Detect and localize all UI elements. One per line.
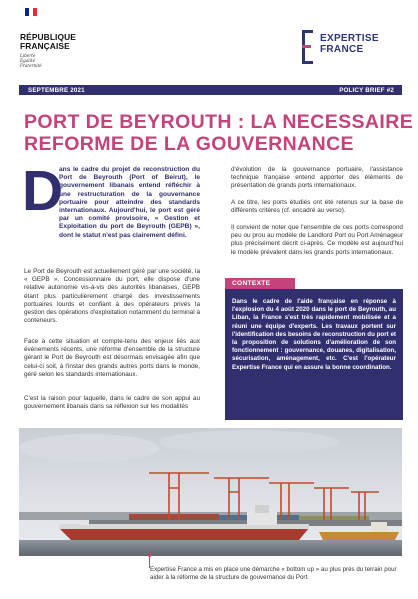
- lead-paragraph: ans le cadre du projet de reconstruction du Port de Beyrouth (Port of Beirut), le gouvernement libanais entend réfléchir à une restructuration de la gouvernance portuaire pour atteindre des standards internationaux. Aujourd'hui, le port est géré par un comité provisoire, « Gestion et Exploitation du port de Beyrouth (GEPB) », dont le statut n'est pas clairement défini.: [59, 166, 200, 239]
- motto-line-3: Fraternité: [20, 63, 42, 68]
- drop-cap: D: [22, 159, 64, 223]
- agency-line-1: EXPERTISE: [320, 33, 379, 44]
- port-photo: [19, 428, 402, 556]
- motto-line-2: Égalité: [20, 58, 36, 63]
- republique-francaise-logo: [20, 33, 76, 51]
- right-paragraph-2: A ce titre, les ports étudiés ont été retenus sur la base de différents critères (cf. encadré au verso).: [231, 199, 403, 215]
- title-line-1: PORT DE BEYROUTH : LA NECESSAIRE: [24, 111, 414, 133]
- republic-motto: [20, 53, 42, 68]
- left-paragraph-2: Face à cette situation et compte-tenu des enjeux liés aux évènements récents, une réforme d'ensemble de la structure gérant le Port de Beyrouth est désormais envisagée afin que celui-ci soit, à l'instar des grands autres ports dans le monde, géré selon les standards internationaux.: [24, 338, 200, 378]
- left-paragraph-3: C'est la raison pour laquelle, dans le cadre de son appui au gouvernement libanais dans sa réflexion sur les modalités: [24, 395, 200, 411]
- photo-caption: Expertise France a mis en place une démarche « bottom up » au plus près du terrain pour aider à la réforme de la structure de gouvernance du Port.: [150, 566, 397, 581]
- policy-brief-label: POLICY BRIEF #2: [339, 86, 394, 94]
- header-band: [19, 85, 402, 95]
- motto-line-1: Liberté: [20, 53, 36, 58]
- right-paragraph-3: Il convient de noter que l'ensemble de ces ports correspond peu ou prou au modèle de Landlord Port ou Port Aménageur plus précisément décrit ci-après. Ce modèle est aujourd'hui le modèle prévalent dans les grands ports internationaux.: [231, 224, 403, 256]
- title-line-2: REFORME DE LA GOUVERNANCE: [24, 133, 354, 155]
- expertise-france-logo-icon: [302, 30, 314, 64]
- french-flag-icon: [25, 8, 37, 16]
- left-paragraph-1: Le Port de Beyrouth est actuellement géré par une société, la « GEPB ». Concessionnaire du port, elle dispose d'une relative autonomie vis-à-vis des autorités libanaises, GEPB étant plus particulièrement chargé des investissements portuaires lourds et confiant à des opérateurs privés la gestion des opérations d'exploitation notamment du terminal à conteneurs.: [24, 268, 200, 325]
- page-title: [24, 111, 414, 155]
- republic-line-1: RÉPUBLIQUE: [20, 32, 76, 42]
- right-paragraph-1: d'évolution de la gouvernance portuaire, l'assistance technique française entend apporter des éléments de présentation de grands ports internationaux.: [231, 166, 403, 190]
- contexte-tag: CONTEXTE: [225, 278, 295, 289]
- expertise-france-name: [320, 33, 379, 55]
- contexte-box: [225, 289, 403, 420]
- republic-line-2: FRANÇAISE: [20, 41, 70, 51]
- publication-date: SEPTEMBRE 2021: [28, 86, 85, 94]
- agency-line-2: FRANCE: [320, 44, 364, 55]
- contexte-text: Dans le cadre de l'aide française en réponse à l'explosion du 4 août 2020 dans le port de Beyrouth, au Liban, la France s'est très rapidement mobilisée et a réuni une équipe d'experts. Les travaux portent sur l'identification des besoins de reconstruction du port et la proposition de solutions d'amélioration de son fonctionnement : gouvernance, douanes, digitalisation, sécurisation, aménagement, etc. C'est l'opérateur Expertise France qui en assure la bonne coordination.: [232, 298, 396, 371]
- port-photo-illustration: [19, 428, 402, 556]
